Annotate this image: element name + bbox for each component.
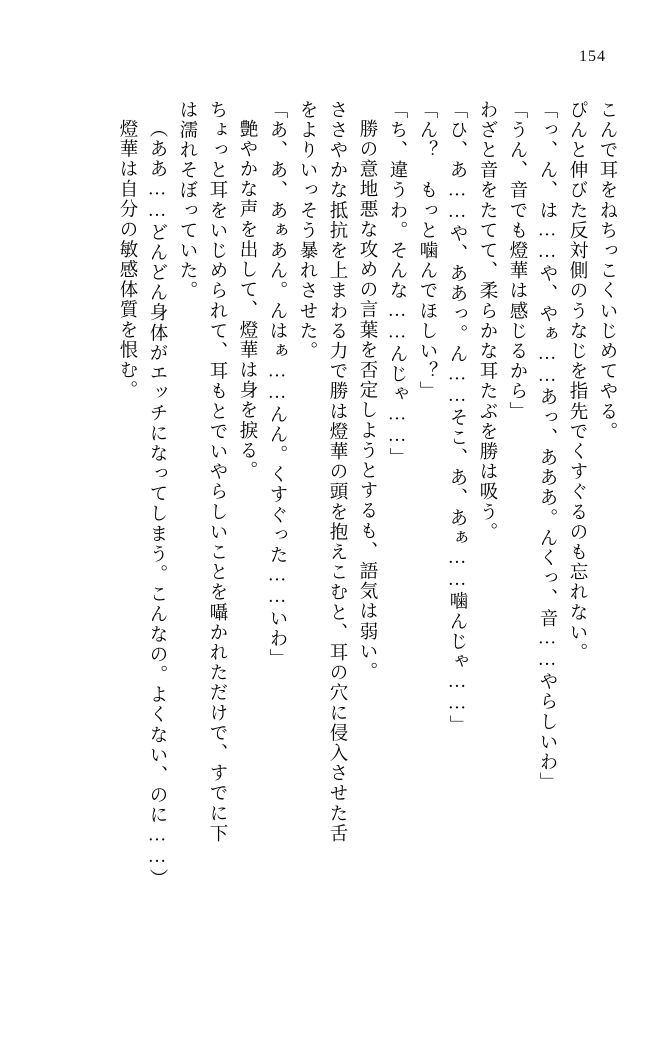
page-text-body	[40, 100, 616, 1010]
text-line: わざと音をたてて、柔らかな耳たぶを勝は吸う。	[477, 100, 497, 543]
text-line: 「ち、違うわ。そんな……んじゃ……」	[387, 100, 407, 468]
text-line: 「うん、音でも燈華は感じるから」	[507, 100, 527, 422]
text-line: ぴんと伸びた反対側のうなじを指先でくすぐるのも忘れない。	[567, 100, 587, 663]
text-line: ちょっと耳をいじめられて、耳もとでいやらしいことを囁かれただけで、すでに下	[207, 100, 227, 844]
text-line: 「ん？ もっと噛んでほしい？」	[417, 100, 437, 402]
text-line: をよりいっそう暴れさせた。	[297, 100, 317, 362]
text-line: 艶やかな声を出して、燈華は身を捩る。	[237, 119, 257, 481]
text-line: こんで耳をねちっこくいじめてやる。	[597, 100, 617, 442]
text-line: （ああ……どんどん身体がエッチになってしまう。こんなの。よくない、のに……）	[147, 119, 167, 889]
text-line: は濡れそぼっていた。	[177, 100, 197, 301]
page-number: 154	[579, 48, 606, 65]
text-line: ささやかな抵抗を上まわる力で勝は燈華の頭を抱えこむと、耳の穴に侵入させた舌	[327, 100, 347, 844]
text-line: 「ひ、あ……や、ああっ。ん……そこ、あ、あぁ……噛んじゃ……」	[447, 100, 467, 736]
text-line: 「あ、あ、あぁあん。んはぁ……んん。くすぐった……いわ」	[267, 100, 287, 669]
text-line: 「っ、ん、は……や、やぁ……あっ、あああ。んくっ、音……やらしいわ」	[537, 100, 557, 793]
text-line: 勝の意地悪な攻めの言葉を否定しようとするも、語気は弱い。	[357, 119, 377, 682]
text-line: 燈華は自分の敏感体質を恨む。	[117, 119, 137, 401]
